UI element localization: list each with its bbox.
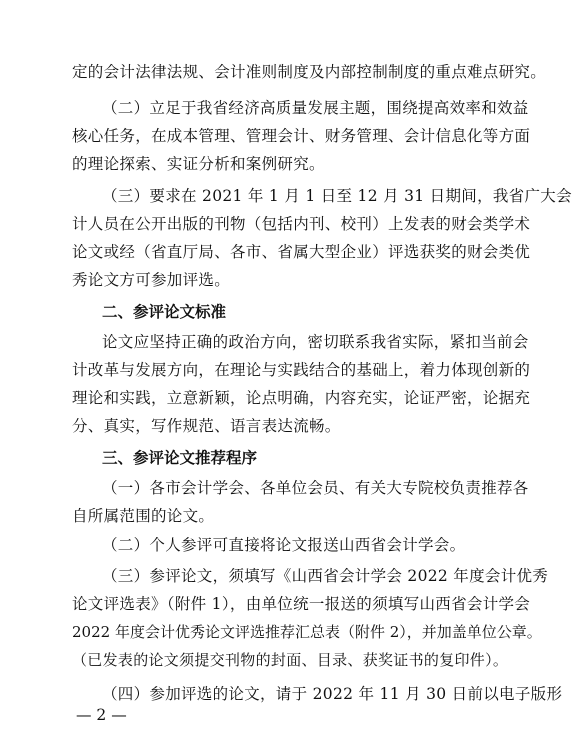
section-heading: 三、参评论文推荐程序 [102,449,258,467]
body-text-line: 2022 年度会计优秀论文评选推荐汇总表（附件 2），并加盖单位公章。 [72,623,542,641]
body-text-line: 理论和实践，立意新颖，论点明确，内容充实，论证严密，论据充 [72,389,531,407]
section-heading: 二、参评论文标准 [102,303,227,321]
body-text-line: 论文或经（省直厅局、各市、省属大型企业）评选获奖的财会类优 [72,243,531,261]
body-text-line: 计人员在公开出版的刊物（包括内刊、校刊）上发表的财会类学术 [72,215,531,233]
body-text-line: 定的会计法律法规、会计准则制度及内部控制制度的重点难点研究。 [72,63,547,81]
body-text-line: 分、真实，写作规范、语言表达流畅。 [72,417,341,435]
body-text-line: （一）各市会计学会、各单位会员、有关大专院校负责推荐各 [102,479,529,497]
body-text-line: 论文应坚持正确的政治方向，密切联系我省实际，紧扣当前会 [102,333,529,351]
body-text-line: （四）参加评选的论文，请于 2022 年 11 月 30 日前以电子版形 [102,685,563,703]
page-number: — 2 — [76,706,127,724]
body-text-line: （三）要求在 2021 年 1 月 1 日至 12 月 31 日期间，我省广大会 [102,187,572,205]
body-text-line: 论文评选表》（附件 1），由单位统一报送的须填写山西省会计学会 [72,595,531,613]
body-text-line: （二）立足于我省经济高质量发展主题，围绕提高效率和效益 [102,99,529,117]
body-text-line: （三）参评论文，须填写《山西省会计学会 2022 年度会计优秀 [102,567,549,585]
body-text-line: 核心任务，在成本管理、管理会计、财务管理、会计信息化等方面 [72,127,531,145]
body-text-line: 秀论文方可参加评选。 [72,271,231,289]
body-text-line: （已发表的论文须提交刊物的封面、目录、获奖证书的复印件）。 [72,651,509,669]
body-text-line: 自所属范围的论文。 [72,507,215,525]
body-text-line: 计改革与发展方向，在理论与实践结合的基础上，着力体现创新的 [72,361,531,379]
body-text-line: （二）个人参评可直接将论文报送山西省会计学会。 [102,536,466,554]
body-text-line: 的理论探索、实证分析和案例研究。 [72,155,325,173]
